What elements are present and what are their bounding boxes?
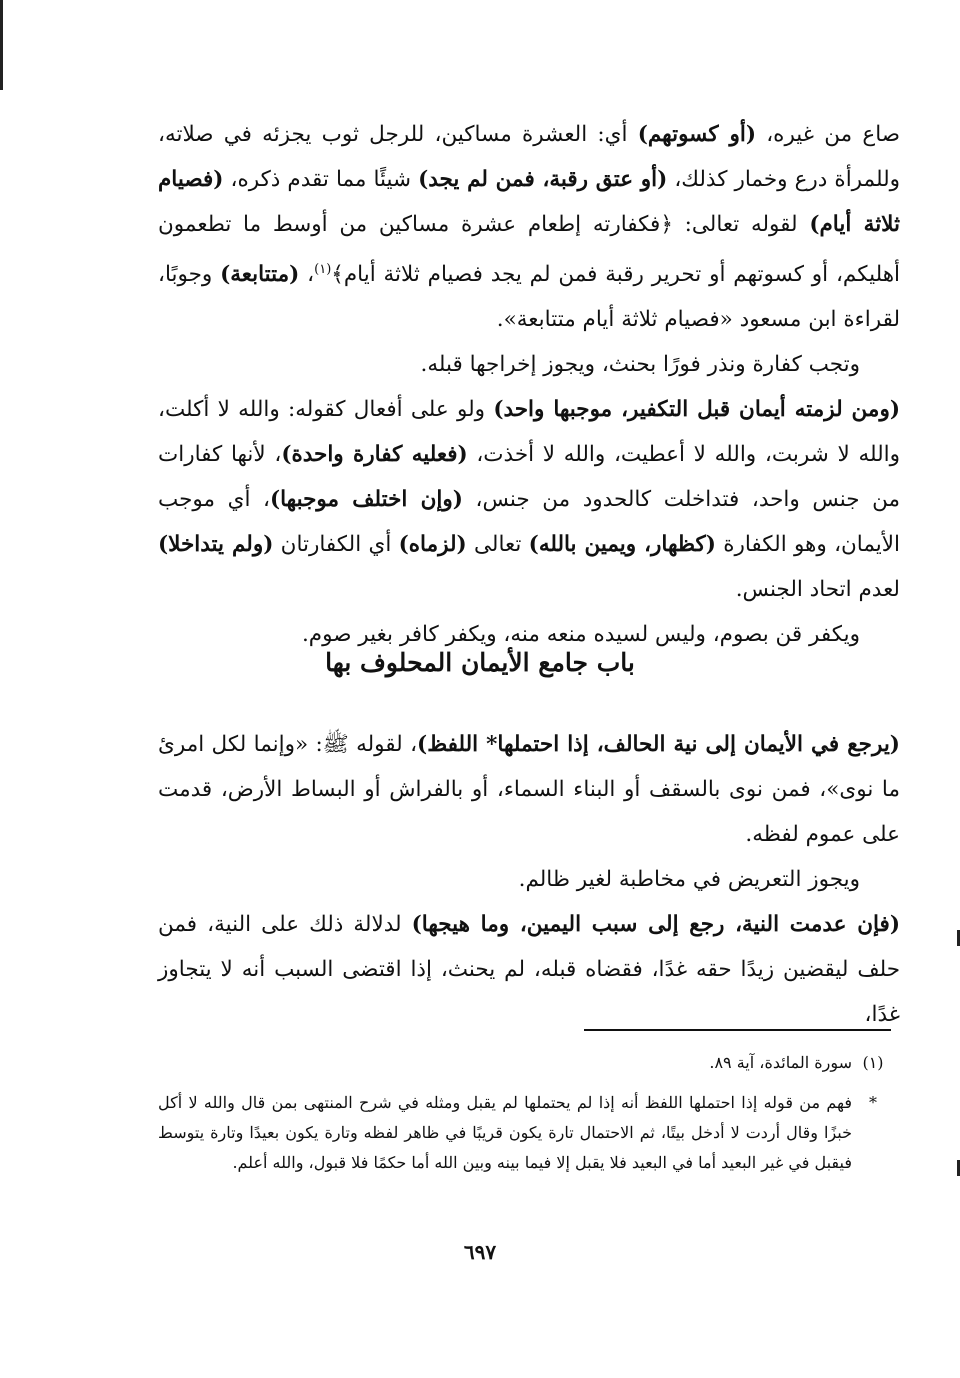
matn-zihar-oath: (كظهار، ويمين بالله) [528, 532, 716, 558]
matn-both-required: (لزماه) [398, 532, 467, 558]
matn-cause: (فإن عدمت النية، رجع إلى سبب اليمين، وما هيجها) [411, 912, 900, 937]
page-number: ٦٩٧ [463, 1240, 497, 1264]
matn-or-freeing: (أو عتق رقبة، فمن لم يجد) [418, 167, 668, 192]
matn-not-merged: (ولم يتداخلا) [158, 532, 274, 558]
matn-one-expiation: (فعليه كفارة واحدة) [281, 442, 468, 468]
footnote-separator [584, 1029, 891, 1031]
footnote-ref-1: (١) [314, 262, 332, 277]
matn-if-differ: (وإن اختلف موجبها) [269, 487, 463, 513]
chapter-heading: باب جامع الأيمان المحلوف بها [325, 648, 635, 677]
footnotes [158, 1048, 894, 1178]
matn-fasting-three-days: (فصيام ثلاثة أيام) [158, 167, 900, 237]
matn-consecutive: (متتابعة) [220, 262, 300, 288]
matn-or-clothing: (أو كسوتهم) [637, 122, 757, 147]
paragraph-expiation: صاع من غيره، (أو كسوتهم) أي: العشرة مساكين، للرجل ثوب يجزئه في صلاته، وللمرأة درع وخمار كذلك، (أو عتق رقبة، فمن لم يجد) شيئًا مما تقدم ذكره، (فصيام ثلاثة أيام) لقوله تعالى: ﴿فكفارته إطعام عشرة مساكين من أوسط ما تطعمون أهليكم، أو كسوتهم أو تحرير رقبة فمن لم يجد فصيام ثلاثة أيام﴾$^{(١)}$، (متتابعة) وجوبًا، لقراءة ابن مسعود «فصيام ثلاثة أيام متتابعة». [158, 122, 901, 333]
footnote-text: فهم من قوله إذا احتملها اللفظ أنه إذا لم يحتملها لم يقبل ومثله في شرح المنتهى بمن قال والله لا أكل خبزًا وقال أردت لا أدخل بيتًا، ثم الاحتمال تارة يكون قريبًا في ظاهر لفظه وتارة يكون بعيدًا وتارة يتوسط فيقبل في غير البعيد أما في البعيد فلا يقبل إلا فيما بينه وبين الله أما حكمًا فلا قبول، والله أعلم. [158, 1093, 852, 1172]
main-text-2 [158, 722, 900, 1037]
footnote-mark: * [869, 1093, 877, 1112]
scan-edge-mark-top [0, 0, 3, 90]
paragraph-multiple-oaths: (ومن لزمته أيمان قبل التكفير، موجبها واحد) ولو على أفعال كقوله: والله لا أكلت، والله لا شربت، والله لا أعطيت، والله لا أخذت، (فعليه كفارة واحدة)، لأنها كفارات من جنس واحد، فتداخلت كالحدود من جنس، (وإن اختلف موجبها)، أي موجب الأيمان، وهو الكفارة (كظهار، ويمين بالله) تعالى (لزماه) أي الكفارتان (ولم يتداخلا) لعدم اتحاد الجنس. [158, 397, 901, 603]
paragraph-cause: (فإن عدمت النية، رجع إلى سبب اليمين، وما هيجها) لدلالة ذلك على النية، فمن حلف ليقضين زيدًا حقه غدًا، فقضاه قبله، لم يحنث، إذا اقتضى السبب أنه لا يتجاوز غدًا، [158, 912, 900, 1027]
footnote-asterisk [158, 1088, 894, 1178]
paragraph-immediacy: وتجب كفارة ونذر فورًا بحنث، ويجوز إخراجها قبله. [420, 352, 860, 378]
footnote-text: سورة المائدة، آية ٨٩. [709, 1053, 852, 1072]
footnote-mark: (١) [862, 1053, 884, 1072]
footnote-1 [158, 1048, 894, 1078]
matn-multiple-oaths: (ومن لزمته أيمان قبل التكفير، موجبها واحد) [493, 397, 900, 423]
paragraph-allusion: ويجوز التعريض في مخاطبة لغير ظالم. [518, 867, 860, 892]
paragraph-slave-fasting: ويكفر قن بصوم، وليس لسيده منعه منه، ويكفر كافر بغير صوم. [301, 622, 860, 648]
matn-intention: (يرجع في الأيمان إلى نية الحالف، إذا احتملها* اللفظ) [417, 732, 900, 757]
main-text [158, 112, 900, 657]
paragraph-intention: (يرجع في الأيمان إلى نية الحالف، إذا احتملها* اللفظ)، لقوله ﷺ: «وإنما لكل امرئ ما نوى»، فمن نوى بالسقف أو البناء السماء، أو بالفراش أو البساط الأرض، قدمت على عموم لفظه. [158, 732, 900, 847]
